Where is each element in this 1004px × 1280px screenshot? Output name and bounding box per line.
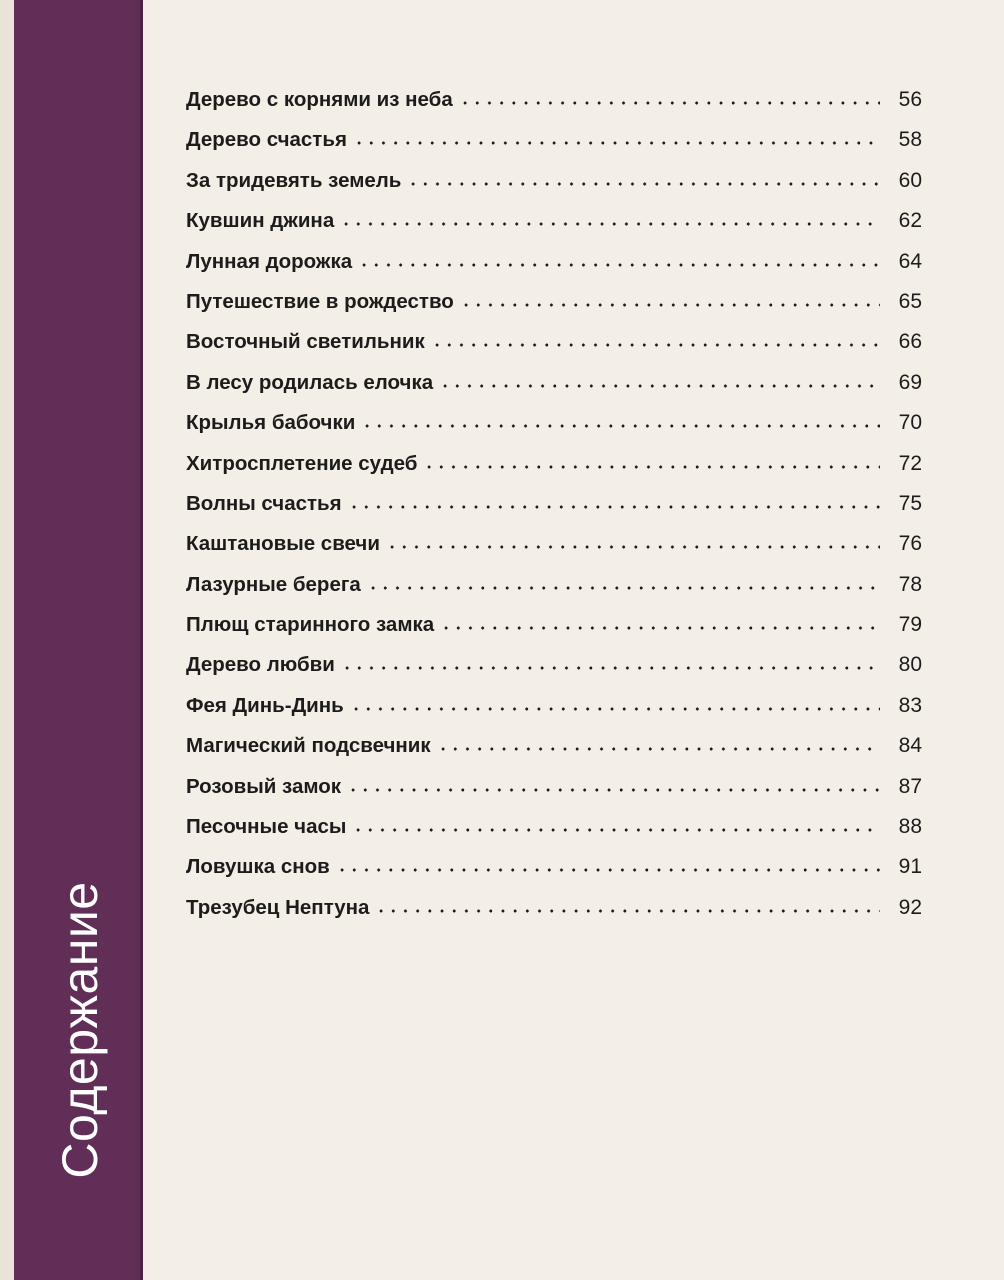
toc-entry-page: 65: [898, 289, 922, 313]
toc-entry: [186, 532, 922, 572]
toc-entry-page: 78: [898, 572, 922, 596]
dot-leader: [353, 141, 880, 145]
toc-entry: [186, 613, 922, 653]
toc-entry-title: В лесу родилась елочка: [186, 370, 434, 394]
dot-leader: [423, 465, 880, 469]
toc-entry-page: 70: [898, 411, 922, 435]
toc-entry-page: 62: [898, 209, 922, 233]
toc-entry-title: За тридевять земель: [186, 168, 402, 192]
dot-leader: [350, 707, 880, 711]
dot-leader: [347, 788, 880, 792]
toc-entry: [186, 492, 922, 532]
toc-entry: [186, 128, 922, 168]
toc-entry: [186, 330, 922, 370]
toc-entry-page: 60: [898, 168, 922, 192]
dot-leader: [348, 505, 880, 509]
dot-leader: [407, 182, 880, 186]
dot-leader: [336, 868, 880, 872]
toc-entry-page: 56: [898, 88, 922, 111]
toc-entry-page: 72: [898, 451, 922, 475]
toc-entry: [186, 734, 922, 774]
toc-entry-page: 84: [898, 734, 922, 758]
dot-leader: [431, 343, 880, 347]
toc-entry-title: Восточный светильник: [186, 330, 425, 354]
toc-entry-page: 88: [898, 815, 922, 839]
toc-entry-page: 66: [898, 330, 922, 354]
toc-entry: [186, 694, 922, 734]
toc-entry: [186, 653, 922, 693]
toc-entry-page: 91: [898, 855, 922, 879]
toc-entry: [186, 371, 922, 411]
dot-leader: [352, 828, 880, 832]
dot-leader: [358, 263, 880, 267]
toc-entry-title: Хитросплетение судеб: [186, 451, 418, 475]
toc-entry: [186, 209, 922, 249]
toc-entry-page: 75: [898, 491, 922, 515]
toc-entry-title: Путешествие в рождество: [186, 289, 454, 313]
toc-entry-page: 76: [898, 532, 922, 556]
dot-leader: [460, 303, 880, 307]
toc-entry-title: Трезубец Нептуна: [186, 895, 370, 919]
dot-leader: [340, 222, 880, 226]
dot-leader: [440, 626, 880, 630]
toc-entry-page: 83: [898, 693, 922, 717]
dot-leader: [459, 101, 880, 105]
toc-entry-title: Волны счастья: [186, 491, 342, 515]
toc-entry-title: Фея Динь-Динь: [186, 693, 344, 717]
toc-entry-page: 58: [898, 128, 922, 152]
toc-entry-page: 64: [898, 249, 922, 273]
toc-entry: [186, 815, 922, 855]
toc-entry: [186, 88, 922, 128]
toc-entry-title: Кувшин джина: [186, 209, 335, 233]
toc-entry-title: Дерево с корнями из неба: [186, 88, 453, 111]
dot-leader: [437, 747, 880, 751]
toc-entry: [186, 775, 922, 815]
toc-entry: [186, 411, 922, 451]
toc-entry-title: Дерево любви: [186, 653, 335, 677]
toc-entry-page: 69: [898, 370, 922, 394]
dot-leader: [375, 909, 880, 913]
toc-entry-title: Магический подсвечник: [186, 734, 431, 758]
toc-entry: [186, 573, 922, 613]
toc-entry-title: Дерево счастья: [186, 128, 347, 152]
toc-entry: [186, 855, 922, 895]
left-page-margin: [0, 0, 14, 1280]
dot-leader: [341, 666, 880, 670]
dot-leader: [367, 586, 880, 590]
toc-entry-page: 92: [898, 895, 922, 919]
toc-entry-title: Плющ старинного замка: [186, 613, 435, 637]
toc-entry: [186, 250, 922, 290]
contents-sidebar-band: [14, 0, 140, 1280]
table-of-contents: [186, 88, 922, 936]
toc-entry: [186, 290, 922, 330]
toc-entry-title: Лазурные берега: [186, 572, 361, 596]
toc-entry-page: 87: [898, 774, 922, 798]
toc-entry: [186, 169, 922, 209]
toc-entry-page: 79: [898, 613, 922, 637]
toc-entry: [186, 452, 922, 492]
toc-entry-page: 80: [898, 653, 922, 677]
toc-entry-title: Песочные часы: [186, 815, 347, 839]
toc-entry-title: Каштановые свечи: [186, 532, 380, 556]
toc-entry-title: Лунная дорожка: [186, 249, 353, 273]
toc-entry-title: Розовый замок: [186, 774, 342, 798]
dot-leader: [361, 424, 880, 428]
toc-entry: [186, 896, 922, 936]
contents-heading: Содержание: [52, 881, 108, 1179]
dot-leader: [439, 384, 880, 388]
toc-entry-title: Крылья бабочки: [186, 411, 356, 435]
dot-leader: [386, 545, 880, 549]
toc-entry-title: Ловушка снов: [186, 855, 330, 879]
